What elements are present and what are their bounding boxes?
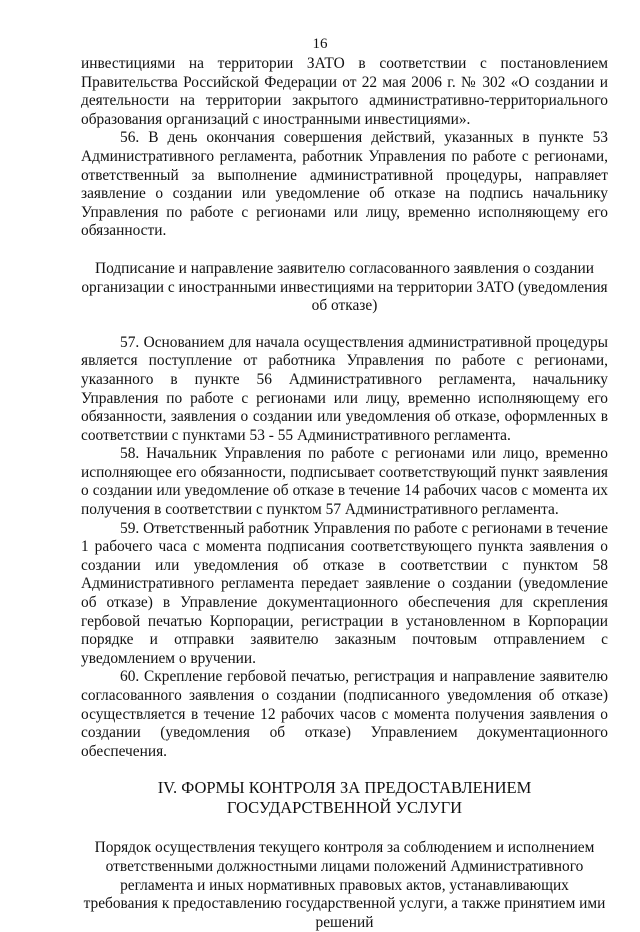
subheading-control: Порядок осуществления текущего контроля за соблюдением и исполнением ответственными должностными лицами положений Административного регламента и иных нормативных правовых актов, устанавливающих требования к предоставлению государственной услуги, а также принятием ими решений [83,839,606,931]
section-heading: IV. ФОРМЫ КОНТРОЛЯ ЗА ПРЕДОСТАВЛЕНИЕМ ГОСУДАРСТВЕННОЙ УСЛУГИ [157,778,532,818]
paragraph-59: 59. Ответственный работник Управления по работе с регионами в течение 1 рабочего часа с момента подписания соответствующего пункта заявления о создании или уведомления об отказе в соответствии с пунктом 58 Административного регламента передает заявление о создании (уведомление об отказе) в Управление документационного обеспечения для скрепления гербовой печатью Корпорации, регистрации в установленном в Корпорации порядке и отправки заявителю заказным почтовым отправлением с уведомлением о вручении. [81,519,608,667]
paragraph-continuation: инвестициями на территории ЗАТО в соответствии с постановлением Правительства Российской Федерации от 22 мая 2006 г. № 302 «О создании и деятельности на территории закрытого административно-территориального образования организаций с иностранными инвестициями». [81,55,608,128]
paragraph-60: 60. Скрепление гербовой печатью, регистрация и направление заявителю согласованного заявления о создании (подписанного уведомления об отказе) осуществляется в течение 12 рабочих часов с момента получения заявления о создании (уведомления об отказе) Управлением документационного обеспечения. [81,668,608,760]
paragraph-56: 56. В день окончания совершения действий, указанных в пункте 53 Административного регламента, работник Управления по работе с регионами, ответственный за выполнение административной процедуры, направляет заявление о создании или уведомление об отказе на подпись начальнику Управления по работе с регионами или лицу, временно исполняющему его обязанности. [81,129,608,240]
document-body [81,55,608,932]
paragraph-58: 58. Начальник Управления по работе с регионами или лицо, временно исполняющее его обязанности, подписывает соответствующий пункт заявления о создании или уведомление об отказе в течение 14 рабочих часов с момента их получения в соответствии с пунктом 57 Административного регламента. [81,445,608,519]
paragraph-57: 57. Основанием для начала осуществления административной процедуры является поступление от работника Управления по работе с регионами, указанного в пункте 56 Административного регламента, начальнику Управления по работе с регионами или лицу, временно исполняющему его обязанности, заявления о создании или уведомления об отказе, оформленных в соответствии с пунктами 53 - 55 Административного регламента. [81,333,608,444]
page-number: 16 [312,36,328,52]
subheading-signing: Подписание и направление заявителю согласованного заявления о создании организации с иностранными инвестициями на территории ЗАТО (уведомления об отказе) [81,259,608,315]
